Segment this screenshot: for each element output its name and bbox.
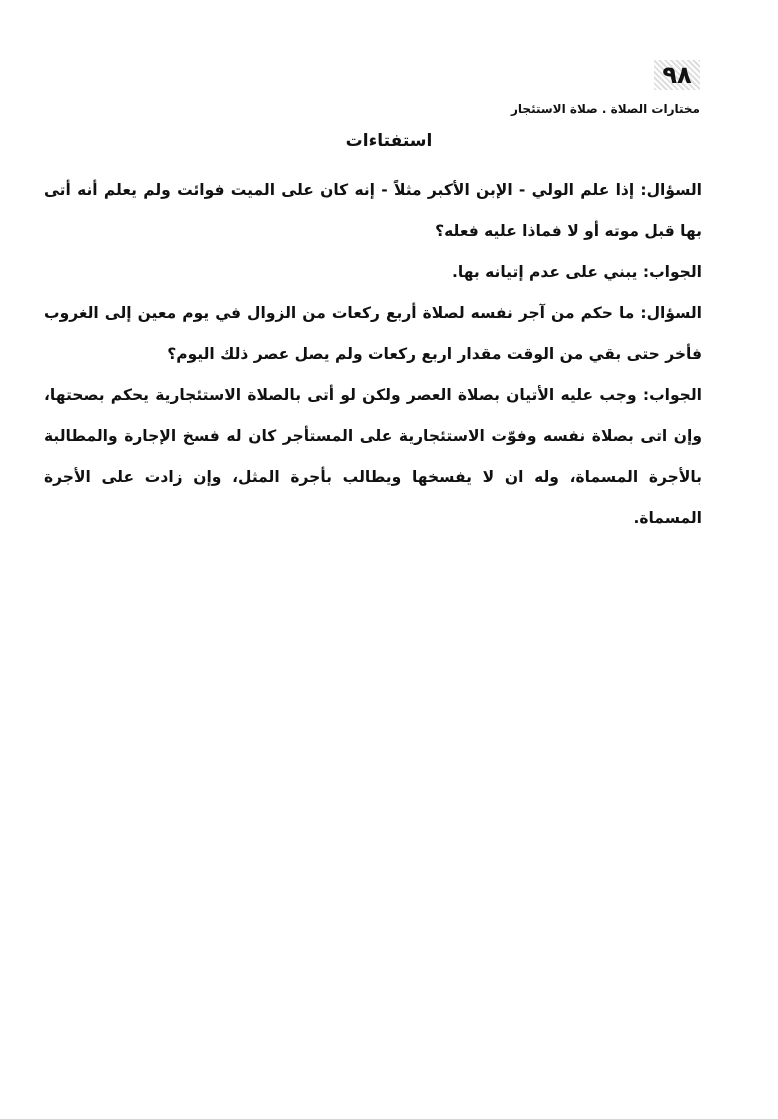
page-number: ٩٨ — [654, 60, 700, 90]
answer-2: الجواب: وجب عليه الأتيان بصلاة العصر ولكن لو أتى بالصلاة الاستئجارية يحكم بصحتها، وإن اتى بصلاة نفسه وفوّت الاستئجارية على المستأجر كان له فسخ الإجارة والمطالبة بالأجرة المسماة، وله ان لا يفسخها ويطالب بأجرة المثل، وإن زادت على الأجرة المسماة. — [44, 386, 702, 527]
running-header: مختارات الصلاة . صلاة الاستئجار — [511, 102, 700, 116]
question-1: السؤال: إذا علم الولي - الإبن الأكبر مثلاً - إنه كان على الميت فوائت ولم يعلم أنه أتى بها قبل موته أو لا فماذا عليه فعله؟ — [44, 181, 702, 240]
section-title: استفتاءات — [345, 131, 433, 151]
answer-1: الجواب: يبني على عدم إتيانه بها. — [451, 263, 702, 281]
question-2: السؤال: ما حكم من آجر نفسه لصلاة أربع ركعات من الزوال في يوم معين إلى الغروب فأخر حتى بقي من الوقت مقدار اربع ركعات ولم يصل عصر ذلك اليوم؟ — [44, 304, 702, 363]
body-text — [44, 170, 702, 539]
